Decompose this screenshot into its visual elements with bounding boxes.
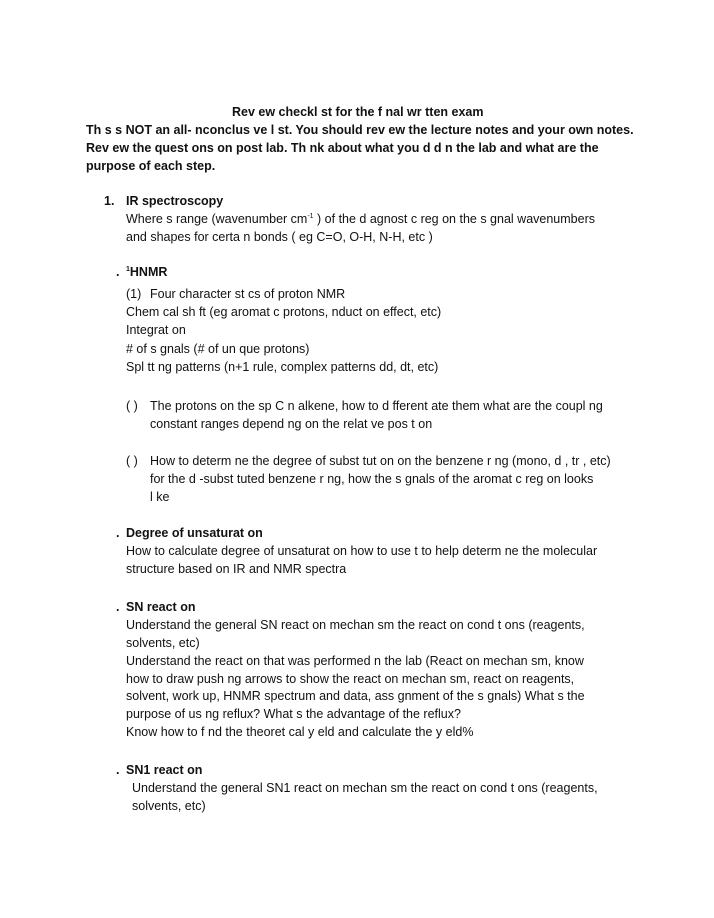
sn-line: how to draw push ng arrows to show the react on mechan sm, react on reagents, [126,672,575,686]
document-title: Rev ew checkl st for the f nal wr tten exam [232,105,484,119]
hnmr-item: The protons on the sp C n alkene, how to d fferent ate them what are the coupl ng [150,399,603,413]
hnmr-item: for the d -subst tuted benzene r ng, how the s gnals of the aromat c reg on looks [150,472,594,486]
section-number: . [116,763,120,777]
hnmr-line: Chem cal sh ft (eg aromat c protons, nduct on effect, etc) [126,305,442,319]
sn-line: solvent, work up, HNMR spectrum and data, ass gnment of the s gnals) What s the [126,689,585,703]
hnmr-item: l ke [150,490,170,504]
intro-line: purpose of each step. [86,159,216,173]
section-heading-ir: IR spectroscopy [126,194,224,208]
hnmr-item-marker: ( ) [126,454,138,468]
sn-line: Know how to f nd the theoret cal y eld and calculate the y eld% [126,725,474,739]
section-heading-dou: Degree of unsaturat on [126,526,263,540]
hnmr-item: constant ranges depend ng on the relat ve pos t on [150,417,433,431]
section-heading-hnmr: $^1$HNMR [126,265,168,279]
hnmr-line: Integrat on [126,323,186,337]
hnmr-line: # of s gnals (# of un que protons) [126,342,310,356]
ir-line: Where s range (wavenumber $cm^{-1}$ ) of the d agnost c reg on the s gnal wavenumbers [126,212,595,226]
sn-line: purpose of us ng reflux? What s the advantage of the reflux? [126,707,461,721]
dou-line: structure based on IR and NMR spectra [126,562,347,576]
section-number: . [116,600,120,614]
section-number: . [116,265,120,279]
intro-line: Th s s NOT an all- nconclus ve l st. You should rev ew the lecture notes and your own notes. [86,123,634,137]
section-number: . [116,526,120,540]
sn-line: solvents, etc) [126,636,200,650]
hnmr-item-marker: (1) [126,287,142,301]
section-number: 1. [104,194,115,208]
sn-line: Understand the react on that was performed n the lab (React on mechan sm, know [126,654,584,668]
hnmr-item-marker: ( ) [126,399,138,413]
ir-line: and shapes for certa n bonds ( eg C=O, O-H, N-H, etc ) [126,230,433,244]
dou-line: How to calculate degree of unsaturat on how to use t to help determ ne the molecular [126,544,598,558]
hnmr-line: Spl tt ng patterns (n+1 rule, complex patterns dd, dt, etc) [126,360,439,374]
section-heading-sn1: SN1 react on [126,763,203,777]
sn1-line: Understand the general SN1 react on mechan sm the react on cond t ons (reagents, [132,781,598,795]
hnmr-item: Four character st cs of proton NMR [150,287,346,301]
section-heading-sn: SN react on [126,600,196,614]
hnmr-item: How to determ ne the degree of subst tut on on the benzene r ng (mono, d , tr , etc) [150,454,611,468]
sn-line: Understand the general SN react on mechan sm the react on cond t ons (reagents, [126,618,585,632]
sn1-line: solvents, etc) [132,799,206,813]
intro-line: Rev ew the quest ons on post lab. Th nk about what you d d n the lab and what are the [86,141,599,155]
